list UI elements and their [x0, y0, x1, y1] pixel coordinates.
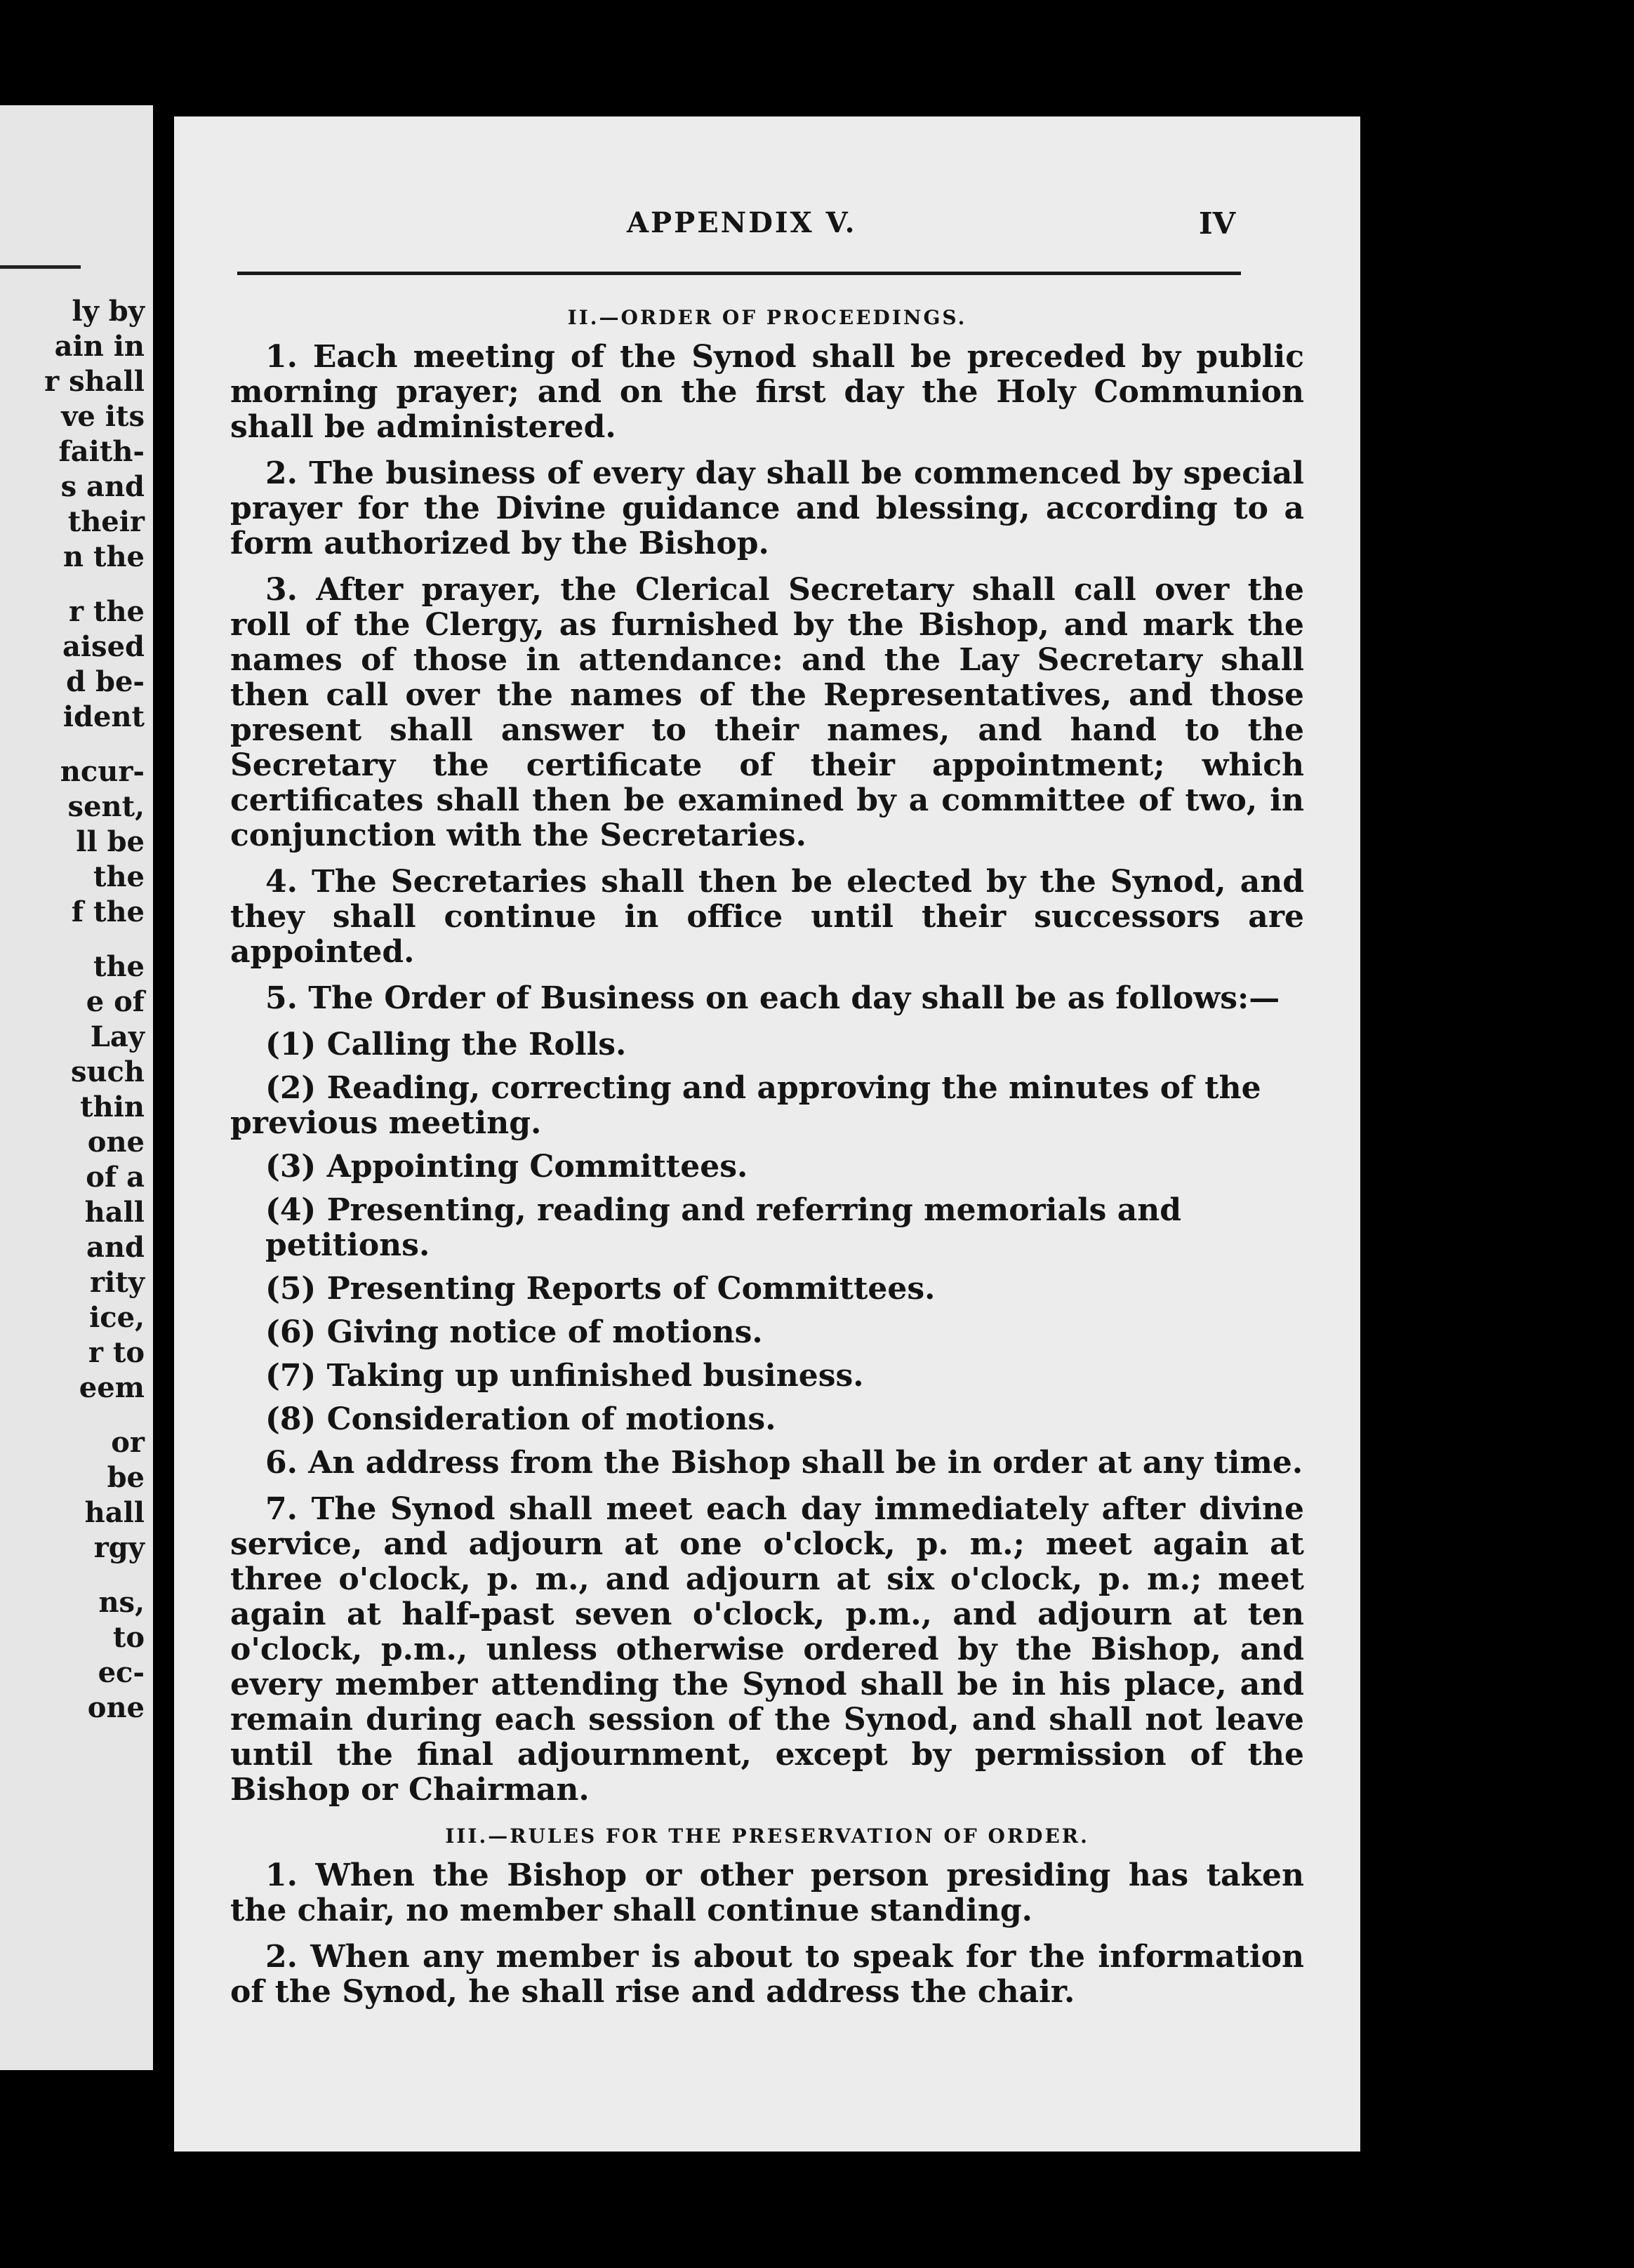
- page-header: [174, 206, 1360, 248]
- order-item: (2) Reading, correcting and approving the minutes of the previous meeting.: [230, 1070, 1261, 1141]
- order-item: (7) Taking up unfinished business.: [265, 1358, 864, 1394]
- order-item: (1) Calling the Rolls.: [265, 1027, 627, 1062]
- rule-paragraph: 3. After prayer, the Clerical Secretary shall call over the roll of the Clergy, as furnished by the Bishop, and mark the names of those in attendance: and the Lay Secretary shall then call over the names of the Representatives, and those present shall answer to their names, and hand to the Secretary the certificate of their appointment; which certificates shall then be examined by a committee of two, in conjunction with the Secretaries.: [230, 572, 1304, 853]
- rule-paragraph: 4. The Secretaries shall then be elected by the Synod, and they shall continue in office until their successors are appointed.: [230, 864, 1304, 970]
- previous-page-fragment: r to: [88, 1336, 145, 1369]
- previous-page-fragment: ec-: [98, 1656, 145, 1689]
- previous-page-fragment: ncur-: [60, 755, 145, 788]
- rule-paragraph: 6. An address from the Bishop shall be in order at any time.: [265, 1445, 1303, 1481]
- previous-page-fragment: n the: [62, 540, 145, 573]
- previous-page-fragment: s and: [60, 470, 145, 503]
- previous-page-fragment: of a: [86, 1161, 145, 1194]
- rule-paragraph: 1. Each meeting of the Synod shall be preceded by public morning prayer; and on the first day the Holy Communion shall be administered.: [230, 339, 1304, 445]
- page: [174, 116, 1360, 2152]
- previous-page-fragment: their: [67, 505, 145, 538]
- order-item: (3) Appointing Committees.: [265, 1149, 748, 1185]
- previous-page-fragment: hall: [84, 1196, 145, 1229]
- section-heading-preservation-of-order: III.—RULES FOR THE PRESERVATION OF ORDER.: [445, 1825, 1089, 1848]
- previous-page-fragment: rgy: [93, 1531, 145, 1564]
- body-text: [230, 300, 1304, 2021]
- rule-paragraph: 1. When the Bishop or other person presiding has taken the chair, no member shall continue standing.: [230, 1857, 1304, 1928]
- previous-page-fragment: ident: [62, 700, 145, 733]
- rule-paragraph: 2. The business of every day shall be commenced by special prayer for the Divine guidance and blessing, according to a form authorized by the Bishop.: [230, 455, 1304, 561]
- previous-page-fragment: to: [112, 1621, 145, 1654]
- previous-page-fragment: ice,: [89, 1301, 145, 1334]
- previous-page-fragment: one: [87, 1691, 145, 1724]
- header-rule: [237, 272, 1241, 275]
- running-head: APPENDIX V.: [627, 206, 857, 239]
- previous-page-fragment: the: [93, 950, 145, 983]
- previous-page-rule: [0, 265, 81, 269]
- previous-page-fragment: faith-: [58, 435, 145, 468]
- previous-page-fragment: hall: [84, 1496, 145, 1529]
- previous-page-fragment: f the: [71, 895, 145, 928]
- previous-page-fragment: the: [93, 860, 145, 893]
- previous-page-fragment: r the: [68, 595, 145, 628]
- previous-page-fragment: ain in: [54, 330, 145, 363]
- previous-page-fragment: such: [70, 1055, 145, 1088]
- previous-page-fragment: rity: [90, 1266, 145, 1299]
- previous-page-fragment: one: [87, 1126, 145, 1159]
- order-item: (5) Presenting Reports of Committees.: [265, 1271, 936, 1307]
- previous-page-fragment: ns,: [98, 1586, 145, 1619]
- order-item: (6) Giving notice of motions.: [265, 1314, 763, 1350]
- previous-page-fragment: ll be: [76, 825, 145, 858]
- previous-page-strip: [0, 105, 153, 2070]
- page-number: IV: [1199, 206, 1236, 241]
- previous-page-fragment: thin: [80, 1090, 145, 1123]
- previous-page-fragment: be: [107, 1461, 145, 1494]
- previous-page-fragment: e of: [86, 985, 145, 1018]
- previous-page-fragment: and: [86, 1231, 145, 1264]
- order-item: (4) Presenting, reading and referring memorials and petitions.: [265, 1192, 1182, 1263]
- previous-page-fragment: aised: [62, 630, 145, 663]
- rule-paragraph: 2. When any member is about to speak for the information of the Synod, he shall rise and address the chair.: [230, 1939, 1304, 2010]
- rule-paragraph: 7. The Synod shall meet each day immediately after divine service, and adjourn at one o'clock, p. m.; meet again at three o'clock, p. m., and adjourn at six o'clock, p. m.; meet again at half-past seven o'clock, p.m., and adjourn at ten o'clock, p.m., unless otherwise ordered by the Bishop, and every member attending the Synod shall be in his place, and remain during each session of the Synod, and shall not leave until the final adjournment, except by permission of the Bishop or Chairman.: [230, 1491, 1304, 1808]
- section-heading-order-of-proceedings: II.—ORDER OF PROCEEDINGS.: [567, 306, 967, 329]
- previous-page-fragment: Lay: [90, 1020, 145, 1053]
- previous-page-fragment: ly by: [72, 295, 145, 328]
- previous-page-fragment: d be-: [66, 665, 145, 698]
- order-item: (8) Consideration of motions.: [265, 1401, 776, 1437]
- previous-page-fragment: sent,: [67, 790, 145, 823]
- previous-page-fragment: or: [111, 1426, 145, 1459]
- previous-page-fragment: eem: [79, 1371, 145, 1404]
- previous-page-fragment: ve its: [61, 400, 145, 433]
- rule-paragraph: 5. The Order of Business on each day shall be as follows:—: [265, 980, 1280, 1016]
- previous-page-fragment: r shall: [44, 365, 145, 398]
